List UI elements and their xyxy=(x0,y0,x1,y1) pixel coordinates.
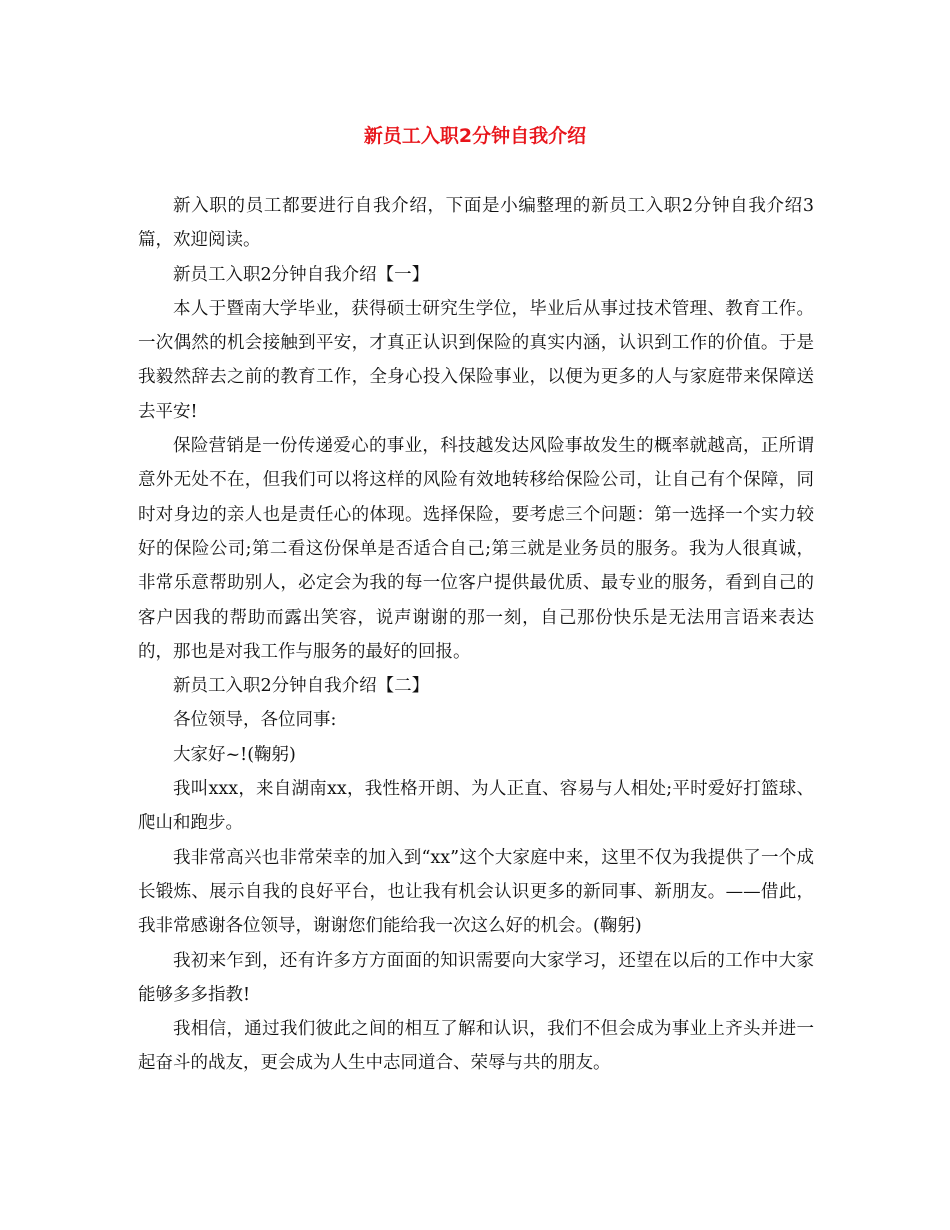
body-paragraph: 本人于暨南大学毕业，获得硕士研究生学位，毕业后从事过技术管理、教育工作。一次偶然的机会接触到平安，才真正认识到保险的真实内涵，认识到工作的价值。于是我毅然辞去之前的教育工作，全身心投入保险事业，以便为更多的人与家庭带来保障送去平安! xyxy=(138,298,814,422)
body-paragraph: 各位领导，各位同事: xyxy=(173,710,337,731)
body-paragraph: 我非常高兴也非常荣幸的加入到“xx”这个大家庭中来，这里不仅为我提供了一个成长锻炼、展示自我的良好平台，也让我有机会认识更多的新同事、新朋友。——借此，我非常感谢各位领导，谢谢您们能给我一次这么好的机会。(鞠躬) xyxy=(138,847,814,937)
document-body xyxy=(138,189,814,1081)
body-paragraph: 我叫xxx，来自湖南xx，我性格开朗、为人正直、容易与人相处;平时爱好打篮球、爬山和跑步。 xyxy=(138,779,814,834)
body-paragraph: 我初来乍到，还有许多方方面面的知识需要向大家学习，还望在以后的工作中大家能够多多指教! xyxy=(138,950,814,1005)
body-paragraph: 我相信，通过我们彼此之间的相互了解和认识，我们不但会成为事业上齐头并进一起奋斗的战友，更会成为人生中志同道合、荣辱与共的朋友。 xyxy=(138,1019,814,1074)
section-heading-2: 新员工入职2分钟自我介绍【二】 xyxy=(173,676,430,697)
document-title: 新员工入职2分钟自我介绍 xyxy=(363,125,587,147)
intro-paragraph: 新入职的员工都要进行自我介绍，下面是小编整理的新员工入职2分钟自我介绍3篇，欢迎阅读。 xyxy=(138,196,814,251)
section-heading-1: 新员工入职2分钟自我介绍【一】 xyxy=(173,264,430,285)
body-paragraph: 保险营销是一份传递爱心的事业，科技越发达风险事故发生的概率就越高，正所谓意外无处不在，但我们可以将这样的风险有效地转移给保险公司，让自己有个保障，同时对身边的亲人也是责任心的体现。选择保险，要考虑三个问题：第一选择一个实力较好的保险公司;第二看这份保单是否适合自己;第三就是业务员的服务。我为人很真诚，非常乐意帮助别人，必定会为我的每一位客户提供最优质、最专业的服务，看到自己的客户因我的帮助而露出笑容，说声谢谢的那一刻，自己那份快乐是无法用言语来表达的，那也是对我工作与服务的最好的回报。 xyxy=(138,436,814,662)
body-paragraph: 大家好~!(鞠躬) xyxy=(173,744,296,765)
